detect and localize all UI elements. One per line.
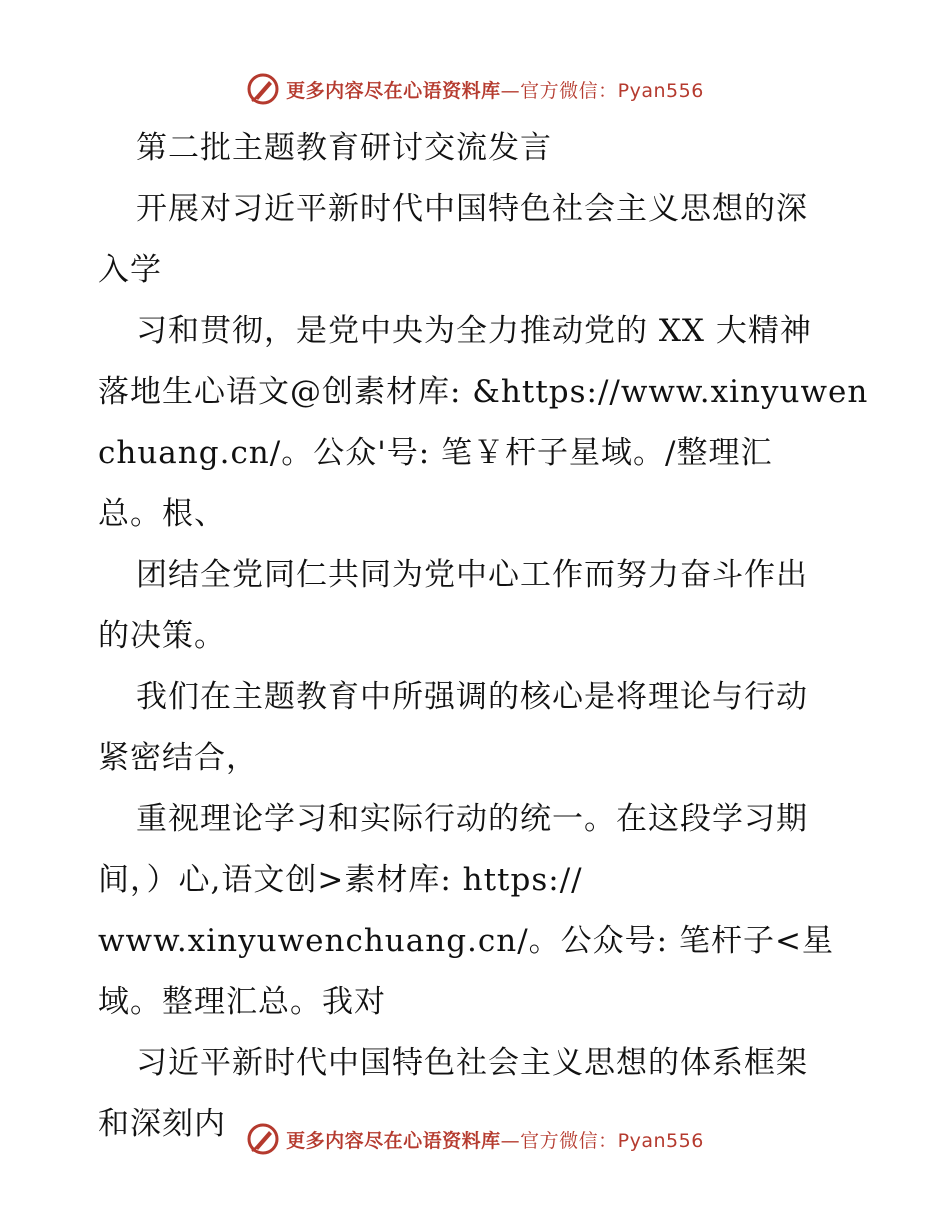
footer-banner	[0, 1122, 950, 1156]
document-title: 第二批主题教育研讨交流发言	[136, 130, 552, 166]
text-line: 域。整理汇总。我对	[98, 984, 386, 1020]
text-line: chuang.cn/。公众'号: 笔￥杆子星域。/整理汇	[98, 435, 773, 471]
header-wechat-text: —官方微信：Pyan556	[500, 79, 704, 102]
header-banner	[0, 72, 950, 106]
text-line: 的决策。	[98, 618, 226, 654]
text-line: 和深刻内	[98, 1106, 226, 1142]
header-brand-text: 更多内容尽在心语资料库	[286, 79, 501, 102]
document-body	[98, 118, 869, 1155]
text-line: 落地生心语文@创素材库: &https://www.xinyuwen	[98, 374, 869, 410]
text-line: 习和贯彻，是党中央为全力推动党的 XX 大精神	[136, 313, 812, 349]
quill-logo-icon	[246, 1122, 280, 1156]
text-line: 总。根、	[98, 496, 226, 532]
text-line: 习近平新时代中国特色社会主义思想的体系框架	[136, 1045, 808, 1081]
text-line: 重视理论学习和实际行动的统一。在这段学习期	[136, 801, 808, 837]
text-line: www.xinyuwenchuang.cn/。公众号: 笔杆子<星	[98, 923, 834, 959]
text-line: 开展对习近平新时代中国特色社会主义思想的深	[136, 191, 808, 227]
text-line: 紧密结合，	[98, 740, 258, 776]
text-line: 间，）心,语文创>素材库: https://	[98, 862, 583, 898]
footer-wechat-text: —官方微信：Pyan556	[500, 1129, 704, 1152]
text-line: 我们在主题教育中所强调的核心是将理论与行动	[136, 679, 808, 715]
footer-brand-text: 更多内容尽在心语资料库	[286, 1129, 501, 1152]
text-line: 入学	[98, 252, 162, 288]
quill-logo-icon	[246, 72, 280, 106]
text-line: 团结全党同仁共同为党中心工作而努力奋斗作出	[136, 557, 808, 593]
